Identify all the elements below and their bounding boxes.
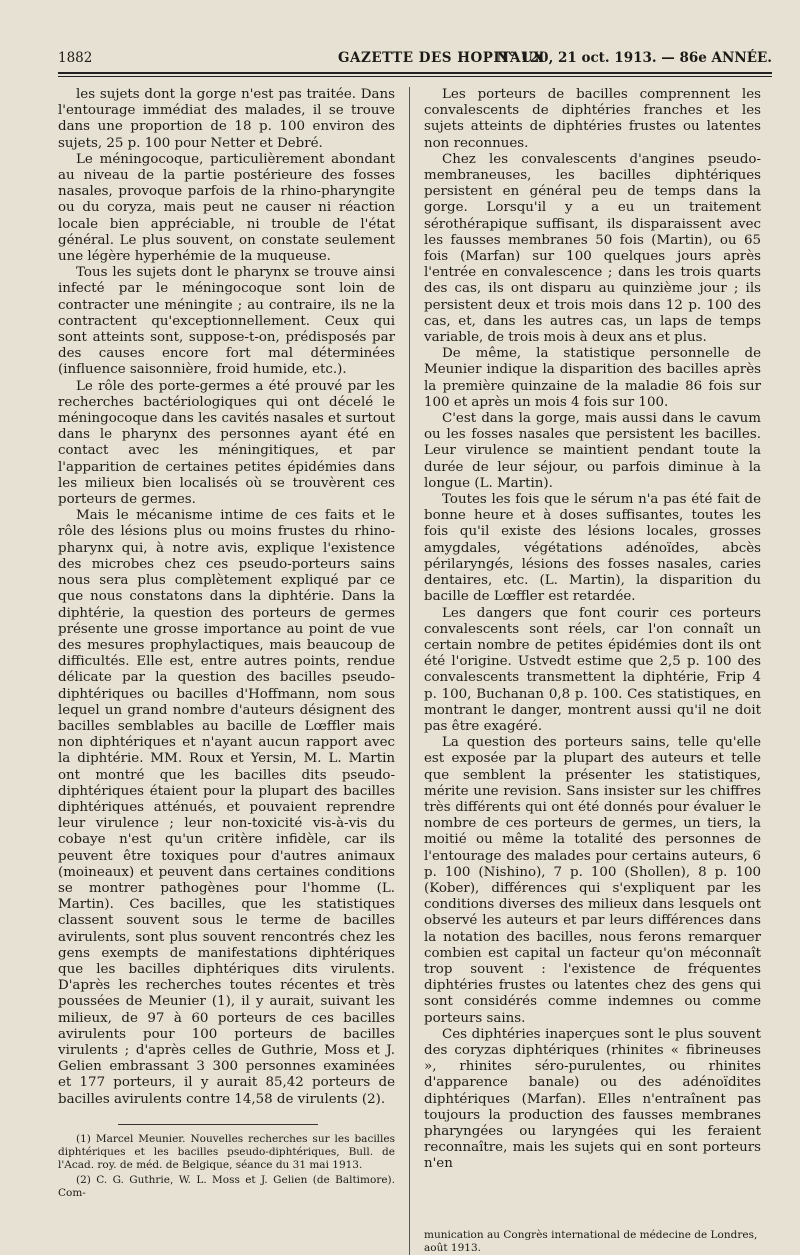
header-rule <box>58 72 772 74</box>
footnote: (1) Marcel Meunier. Nouvelles recherches sur les bacilles diphtériques et les bacilles pseudo-diphtériques, Bull. de l'Acad. roy. de méd. de Belgique, séance du 31 mai 1913. <box>58 1132 395 1171</box>
paragraph: Le méningocoque, particulièrement abondant au niveau de la partie postérieure des fosses nasales, provoque parfois de la rhino-pharyngite ou du coryza, mais peut ne causer ni réaction locale bien appréciable, ni trouble de l'état général. Le plus souvent, on constate seulement une légère hyperhémie de la muqueuse. <box>58 151 395 265</box>
header-rule-thin <box>58 76 772 77</box>
issue-info: N° 120, 21 oct. 1913. — 86e ANNÉE. <box>496 50 772 66</box>
paragraph: Les dangers que font courir ces porteurs convalescents sont réels, car l'on connaît un certain nombre de petites épidémies dont ils ont été l'origine. Ustvedt estime que 2,5 p. 100 des convalescents transmettent la diphtérie, Frip 4 p. 100, Buchanan 0,8 p. 100. Ces statistiques, en montrant le danger, montrent aussi qu'il ne doit pas être exagéré. <box>424 605 761 734</box>
paragraph: Tous les sujets dont le pharynx se trouve ainsi infecté par le méningocoque sont loin de contracter une méningite ; au contraire, ils ne la contractent qu'exceptionnellement. Ceux qui sont atteints sont, suppose-t-on, prédisposés par des causes encore fort mal déterminées (influence saisonnière, froid humide, etc.). <box>58 265 395 378</box>
paragraph: Toutes les fois que le sérum n'a pas été fait de bonne heure et à doses suffisantes, toutes les fois qu'il existe des lésions locales, grosses amygdales, végétations adénoïdes, abcès périlaryngés, lésions des fosses nasales, caries dentaires, etc. (L. Martin), la disparition du bacille de Lœffler est retardée. <box>424 492 761 605</box>
paragraph: De même, la statistique personnelle de Meunier indique la disparition des bacilles après la première quinzaine de la maladie 86 fois sur 100 et après un mois 4 fois sur 100. <box>424 346 761 410</box>
paragraph: Ces diphtéries inaperçues sont le plus souvent des coryzas diphtériques (rhinites « fibrineuses », rhinites séro-purulentes, ou rhinites d'apparence banale) ou des adénoïdites diphtériques (Marfan). Elles n'entraînent pas toujours la production des fausses membranes pharyngées ou laryngées qui les feraient reconnaître, mais les sujets qui en sont porteurs n'en <box>424 1026 761 1172</box>
paragraph: Le rôle des porte-germes a été prouvé par les recherches bactériologiques qui ont décelé le méningocoque dans les cavités nasales et surtout dans le pharynx des personnes ayant été en contact avec les méningitiques, et par l'apparition de certaines petites épidémies dans les milieux bien localisés où se trouvèrent ces porteurs de germes. <box>58 378 395 508</box>
footnote-continuation: munication au Congrès international de médecine de Londres, août 1913. <box>424 1228 758 1254</box>
paragraph: Mais le mécanisme intime de ces faits et le rôle des lésions plus ou moins frustes du rhino-pharynx qui, à notre avis, explique l'existence des microbes chez ces pseudo-porteurs sains nous sera plus complètement expliqué par ce que nous constatons dans la diphtérie. Dans la diphtérie, la question des porteurs de germes présente une grosse importance au point de vue des mesures prophylactiques, mais beaucoup de difficultés. Elle est, entre autres points, rendue délicate par la question des bacilles pseudo-diphtériques ou bacilles d'Hoffmann, nom sous lequel un grand nombre d'auteurs désignent des bacilles semblables au bacille de Lœffler mais non diphtériques et n'ayant aucun rapport avec la diphtérie. MM. Roux et Yersin, M. L. Martin ont montré que les bacilles dits pseudo-diphtériques étaient pour la plupart des bacilles diphtériques atténués, et pouvaient reprendre leur virulence ; leur non-toxicité vis-à-vis du cobaye n'est qu'un critère infidèle, car ils peuvent être toxiques pour d'autres animaux (moineaux) et peuvent dans certaines conditions se montrer pathogènes pour l'homme (L. Martin). Ces bacilles, que les statistiques classent souvent sous le terme de bacilles avirulents, sont plus souvent rencontrés chez les gens exempts de manifestations diphtériques que les bacilles diphtériques dits virulents. D'après les recherches toutes récentes et très poussées de Meunier (1), il y aurait, suivant les milieux, de 97 à 60 porteurs de ces bacilles avirulents pour 100 porteurs de bacilles virulents ; d'après celles de Guthrie, Moss et J. Gelien embrassant 3 300 personnes examinées et 177 porteurs, il y aurait 85,42 porteurs de bacilles avirulents contre 14,58 de virulents (2). <box>58 508 395 1107</box>
footnote: (2) C. G. Guthrie, W. L. Moss et J. Gelien (de Baltimore). Com- <box>58 1173 395 1199</box>
paragraph: les sujets dont la gorge n'est pas traitée. Dans l'entourage immédiat des malades, il se trouve dans une proportion de 18 p. 100 environ des sujets, 25 p. 100 pour Netter et Debré. <box>58 87 395 151</box>
footnote-rule <box>118 1124 318 1125</box>
paragraph: La question des porteurs sains, telle qu'elle est exposée par la plupart des auteurs et telle que semblent la présenter les statistiques, mérite une revision. Sans insister sur les chiffres très différents qui ont été donnés pour évaluer le nombre de ces porteurs de germes, un tiers, la moitié ou même la totalité des personnes de l'entourage des malades pour certains auteurs, 6 p. 100 (Nishino), 7 p. 100 (Shollen), 8 p. 100 (Kober), différences qui s'expliquent par les conditions diverses des milieux dans lesquels ont observé les auteurs et par leurs différences dans la notation des bacilles, nous ferons remarquer combien est capital un facteur qu'on méconnaît trop souvent : l'existence de fréquentes diphtéries frustes ou latentes chez des gens qui sont considérés comme indemnes ou comme porteurs sains. <box>424 735 761 1026</box>
paragraph: Chez les convalescents d'angines pseudo-membraneuses, les bacilles diphtériques persistent en général peu de temps dans la gorge. Lorsqu'il y a eu un traitement sérothérapique suffisant, ils disparaissent avec les fausses membranes 50 fois (Martin), ou 65 fois (Marfan) sur 100 quelques jours après l'entrée en convalescence ; dans les trois quarts des cas, ils ont disparu au quinzième jour ; ils persistent deux et trois mois dans 12 p. 100 des cas, et, dans les autres cas, un laps de temps variable, de trois mois à deux ans et plus. <box>424 151 761 346</box>
right-column <box>424 87 761 1255</box>
column-divider <box>409 87 410 1255</box>
page-header <box>58 44 772 70</box>
left-column <box>58 87 395 1255</box>
paragraph: C'est dans la gorge, mais aussi dans le cavum ou les fosses nasales que persistent les bacilles. Leur virulence se maintient pendant toute la durée de leur séjour, ou parfois diminue à la longue (L. Martin). <box>424 411 761 491</box>
text-columns <box>58 87 772 1255</box>
journal-title: GAZETTE DES HOPITAUX <box>338 50 545 66</box>
page-number: 1882 <box>58 50 93 66</box>
paragraph: Les porteurs de bacilles comprennent les convalescents de diphtéries franches et les sujets atteints de diphtéries frustes ou latentes non reconnues. <box>424 87 761 151</box>
